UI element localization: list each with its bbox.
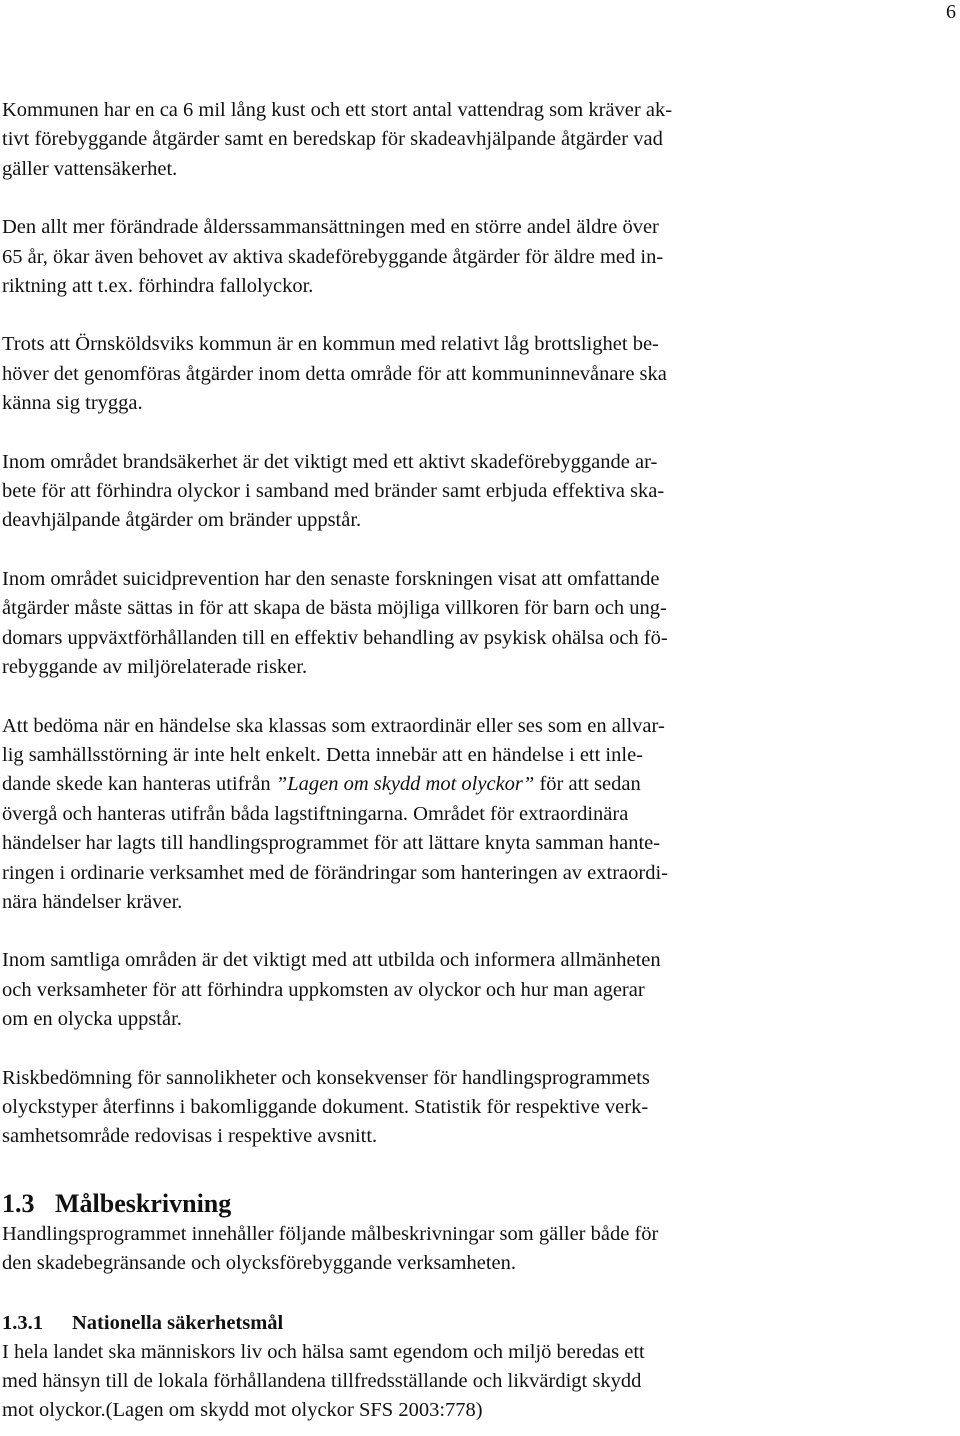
text-line: Den allt mer förändrade ålderssammansättningen med en större andel äldre över	[2, 216, 659, 239]
text-line: händelser har lagts till handlingsprogrammet för att lättare knyta samman hante-	[2, 832, 661, 855]
subsection-number: 1.3.1	[2, 1311, 43, 1334]
law-title-italic: ”Lagen om skydd mot olyckor”	[275, 773, 535, 796]
text-line: Riskbedömning för sannolikheter och konsekvenser för handlingsprogrammets	[2, 1066, 650, 1089]
section-title: Målbeskrivning	[55, 1188, 232, 1218]
text-line: gäller vattensäkerhet.	[2, 157, 178, 180]
text-line: samhetsområde redovisas i respektive avsnitt.	[2, 1125, 378, 1148]
text-line: om en olycka uppstår.	[2, 1008, 182, 1031]
section-heading	[2, 1188, 838, 1220]
page-number: 6	[946, 1, 956, 23]
text-line: Trots att Örnsköldsviks kommun är en kommun med relativt låg brottslighet be-	[2, 333, 659, 356]
text-line: känna sig trygga.	[2, 392, 143, 415]
text-line: I hela landet ska människors liv och hälsa samt egendom och miljö beredas ett	[2, 1340, 645, 1363]
paragraph-extraordinary-events	[2, 712, 838, 918]
text-segment: dande skede kan hanteras utifrån	[2, 773, 276, 796]
text-line: med hänsyn till de lokala förhållandena tillfredsställande och likvärdigt skydd	[2, 1370, 642, 1392]
text-line: övergå och hanteras utifrån båda lagstiftningarna. Området för extraordinära	[2, 802, 629, 825]
text-line: deavhjälpande åtgärder om bränder uppstår.	[2, 509, 362, 532]
text-line: Kommunen har en ca 6 mil lång kust och ett stort antal vattendrag som kräver ak-	[2, 99, 673, 121]
text-line: bete för att förhindra olyckor i samband med bränder samt erbjuda effektiva ska-	[2, 480, 665, 503]
text-line: rebyggande av miljörelaterade risker.	[2, 656, 308, 679]
text-line: Att bedöma när en händelse ska klassas som extraordinär eller ses som en allvar-	[2, 714, 665, 737]
paragraph-suicide-prevention	[2, 565, 838, 683]
text-line: och verksamheter för att förhindra uppkomsten av olyckor och hur man agerar	[2, 978, 645, 1001]
text-line: Handlingsprogrammet innehåller följande målbeskrivningar som gäller både för	[2, 1222, 659, 1245]
text-line: 65 år, ökar även behovet av aktiva skadeförebyggande åtgärder för äldre med in-	[2, 245, 664, 268]
paragraph-crime	[2, 330, 838, 418]
text-line: riktning att t.ex. förhindra fallolyckor.	[2, 275, 314, 298]
text-line: Inom området brandsäkerhet är det viktigt med ett aktivt skadeförebyggande ar-	[2, 450, 658, 473]
paragraph-public-information	[2, 946, 838, 1034]
text-segment: för att sedan	[534, 773, 641, 796]
text-line: domars uppväxtförhållanden till en effektiv behandling av psykisk ohälsa och fö-	[2, 626, 668, 649]
text-line: den skadebegränsande och olycksförebyggande verksamheten.	[2, 1252, 517, 1275]
subsection-title: Nationella säkerhetsmål	[72, 1311, 284, 1334]
text-line-with-law-reference	[2, 770, 838, 799]
paragraph-coast	[2, 96, 838, 184]
subsection-paragraph	[2, 1338, 838, 1426]
text-line: höver det genomföras åtgärder inom detta område för att kommuninnevånare ska	[2, 362, 667, 385]
section-number: 1.3	[2, 1188, 35, 1218]
document-body	[2, 96, 838, 1426]
text-line: Inom samtliga områden är det viktigt med att utbilda och informera allmänheten	[2, 949, 661, 972]
paragraph-elderly	[2, 213, 838, 301]
text-line: mot olyckor.(Lagen om skydd mot olyckor SFS 2003:778)	[2, 1399, 483, 1422]
text-line: ringen i ordinarie verksamhet med de förändringar som hanteringen av extraordi-	[2, 861, 668, 884]
paragraph-risk-assessment	[2, 1064, 838, 1152]
text-line: nära händelser kräver.	[2, 890, 183, 913]
section-paragraph	[2, 1220, 838, 1279]
text-line: åtgärder måste sättas in för att skapa de bästa möjliga villkoren för barn och ung-	[2, 597, 667, 620]
text-line: olyckstyper återfinns i bakomliggande dokument. Statistik för respektive verk-	[2, 1095, 649, 1118]
text-line: Inom området suicidprevention har den senaste forskningen visat att omfattande	[2, 567, 660, 590]
text-line: tivt förebyggande åtgärder samt en beredskap för skadeavhjälpande åtgärder vad	[2, 128, 663, 151]
paragraph-fire-safety	[2, 448, 838, 536]
text-line: lig samhällsstörning är inte helt enkelt. Detta innebär att en händelse i ett inle-	[2, 743, 643, 766]
subsection-heading	[2, 1309, 838, 1338]
